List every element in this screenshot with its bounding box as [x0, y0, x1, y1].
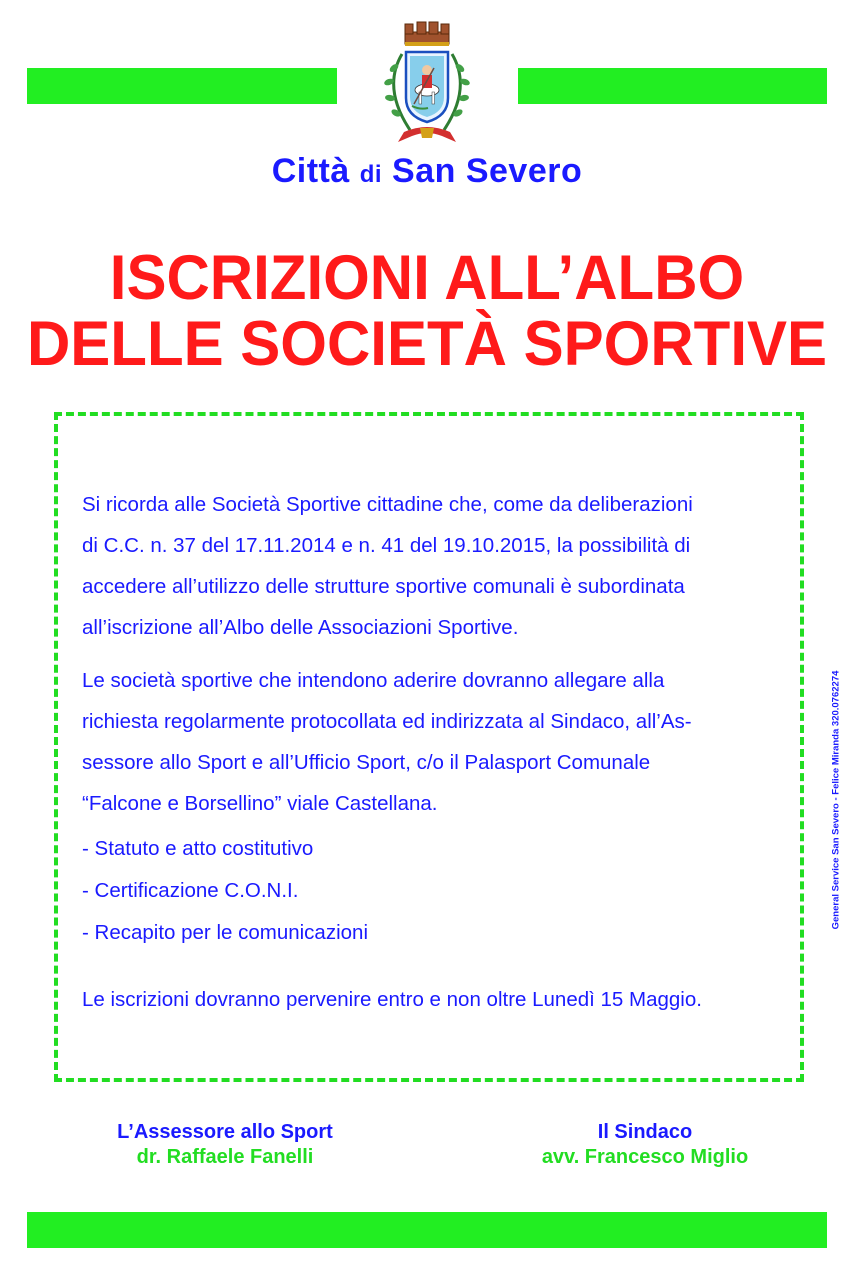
- green-band-left: [27, 68, 337, 104]
- paragraph-line: Si ricorda alle Società Sportive cittadine che, come da deliberazioni: [82, 493, 693, 516]
- paragraph-line: Le società sportive che intendono aderire dovranno allegare alla: [82, 669, 665, 692]
- signature-role: L’Assessore allo Sport: [117, 1121, 333, 1143]
- signature-assessore: [70, 1120, 380, 1170]
- printer-credit: General Service San Severo - Felice Miranda 320.0762274: [830, 670, 842, 930]
- list-item: - Recapito per le comunicazioni: [82, 921, 368, 944]
- paragraph-requirements: [82, 660, 782, 824]
- paragraph-line: all’iscrizione all’Albo delle Associazioni Sportive.: [82, 616, 519, 639]
- signature-sindaco: [490, 1120, 800, 1170]
- list-item: - Certificazione C.O.N.I.: [82, 879, 299, 902]
- paragraph-reminder: [82, 484, 782, 648]
- headline-line-1: ISCRIZIONI ALL’ALBO: [109, 242, 745, 313]
- paragraph-line: di C.C. n. 37 del 17.11.2014 e n. 41 del 19.10.2015, la possibilità di: [82, 534, 691, 557]
- green-band-right: [518, 68, 827, 104]
- paragraph-line: sessore allo Sport e all’Ufficio Sport, c/o il Palasport Comunale: [82, 751, 651, 774]
- paragraph-line: richiesta regolarmente protocollata ed indirizzata al Sindaco, all’As-: [82, 710, 692, 733]
- city-name: [0, 152, 854, 191]
- paragraph-line: “Falcone e Borsellino” viale Castellana.: [82, 792, 438, 815]
- attachments-list: [82, 828, 782, 954]
- signature-name: avv. Francesco Miglio: [541, 1146, 749, 1168]
- city-word-di: di: [359, 161, 383, 188]
- crown-icon: [405, 22, 449, 46]
- green-band-bottom: [27, 1212, 827, 1248]
- headline-line-2: DELLE SOCIETÀ SPORTIVE: [26, 308, 828, 379]
- list-item: - Statuto e atto costitutivo: [82, 837, 314, 860]
- signature-role: Il Sindaco: [597, 1121, 693, 1143]
- paragraph-line: accedere all’utilizzo delle strutture sportive comunali è subordinata: [82, 575, 685, 598]
- city-word-san-severo: San Severo: [392, 152, 583, 190]
- signature-name: dr. Raffaele Fanelli: [136, 1146, 314, 1168]
- city-word-citta: Città: [271, 152, 350, 190]
- city-crest-icon: [372, 18, 482, 148]
- deadline-text: Le iscrizioni dovranno pervenire entro e non oltre Lunedì 15 Maggio.: [82, 988, 702, 1011]
